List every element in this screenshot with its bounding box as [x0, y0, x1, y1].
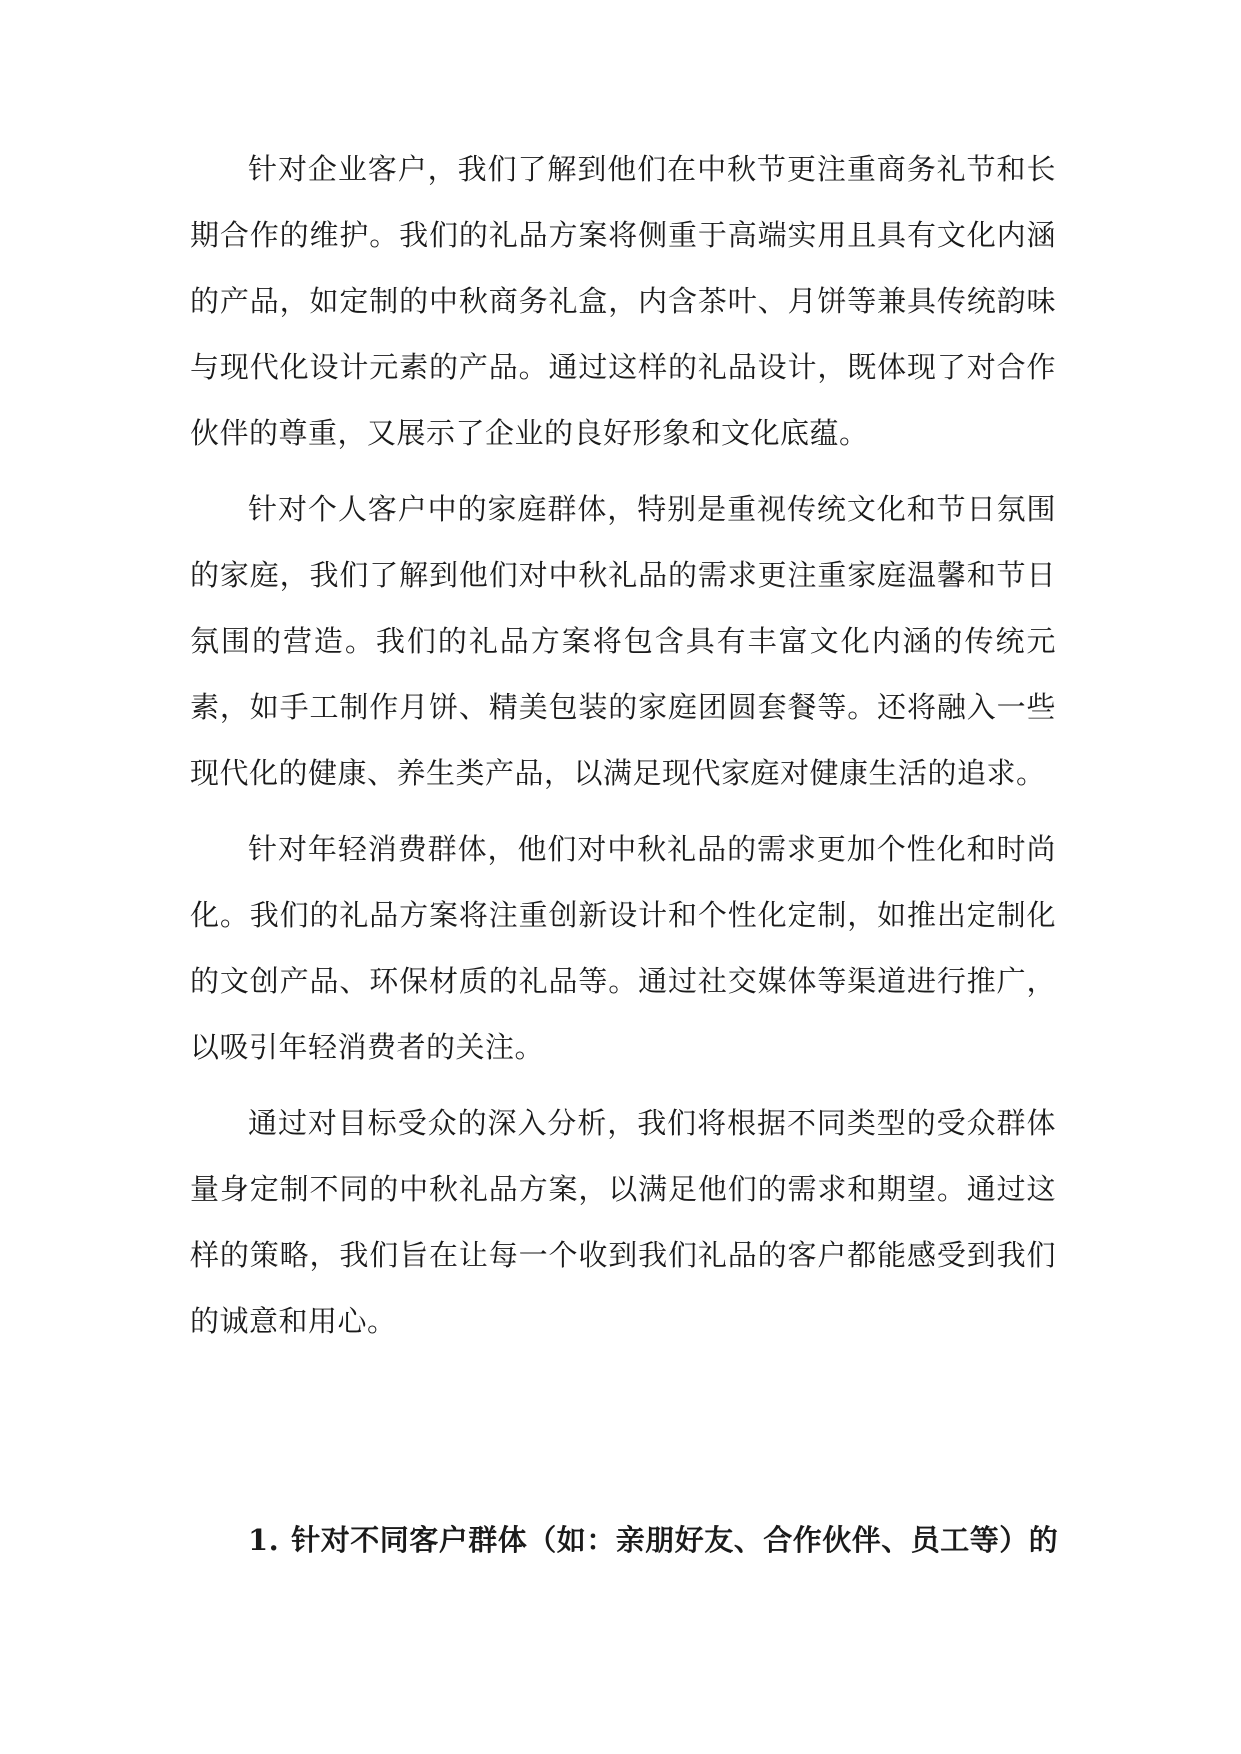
paragraph-young-consumers: 针对年轻消费群体，他们对中秋礼品的需求更加个性化和时尚化。我们的礼品方案将注重创新设计和个性化定制，如推出定制化的文创产品、环保材质的礼品等。通过社交媒体等渠道进行推广，以吸引年轻消费者的关注。 [190, 832, 1056, 1064]
section-heading [248, 1520, 1058, 1560]
paragraph-family-clients: 针对个人客户中的家庭群体，特别是重视传统文化和节日氛围的家庭，我们了解到他们对中秋礼品的需求更注重家庭温馨和节日氛围的营造。我们的礼品方案将包含具有丰富文化内涵的传统元素，如手工制作月饼、精美包装的家庭团圆套餐等。还将融入一些现代化的健康、养生类产品，以满足现代家庭对健康生活的追求。 [190, 492, 1056, 790]
section-heading-number: 1. [248, 1523, 280, 1557]
paragraph-audience-summary: 通过对目标受众的深入分析，我们将根据不同类型的受众群体量身定制不同的中秋礼品方案，以满足他们的需求和期望。通过这样的策略，我们旨在让每一个收到我们礼品的客户都能感受到我们的诚意和用心。 [190, 1106, 1056, 1338]
section-heading-text: 针对不同客户群体（如：亲朋好友、合作伙伴、员工等）的 [291, 1523, 1059, 1557]
document-body [190, 136, 1056, 1354]
paragraph-enterprise-clients: 针对企业客户，我们了解到他们在中秋节更注重商务礼节和长期合作的维护。我们的礼品方案将侧重于高端实用且具有文化内涵的产品，如定制的中秋商务礼盒，内含茶叶、月饼等兼具传统韵味与现代化设计元素的产品。通过这样的礼品设计，既体现了对合作伙伴的尊重，又展示了企业的良好形象和文化底蕴。 [190, 152, 1056, 450]
